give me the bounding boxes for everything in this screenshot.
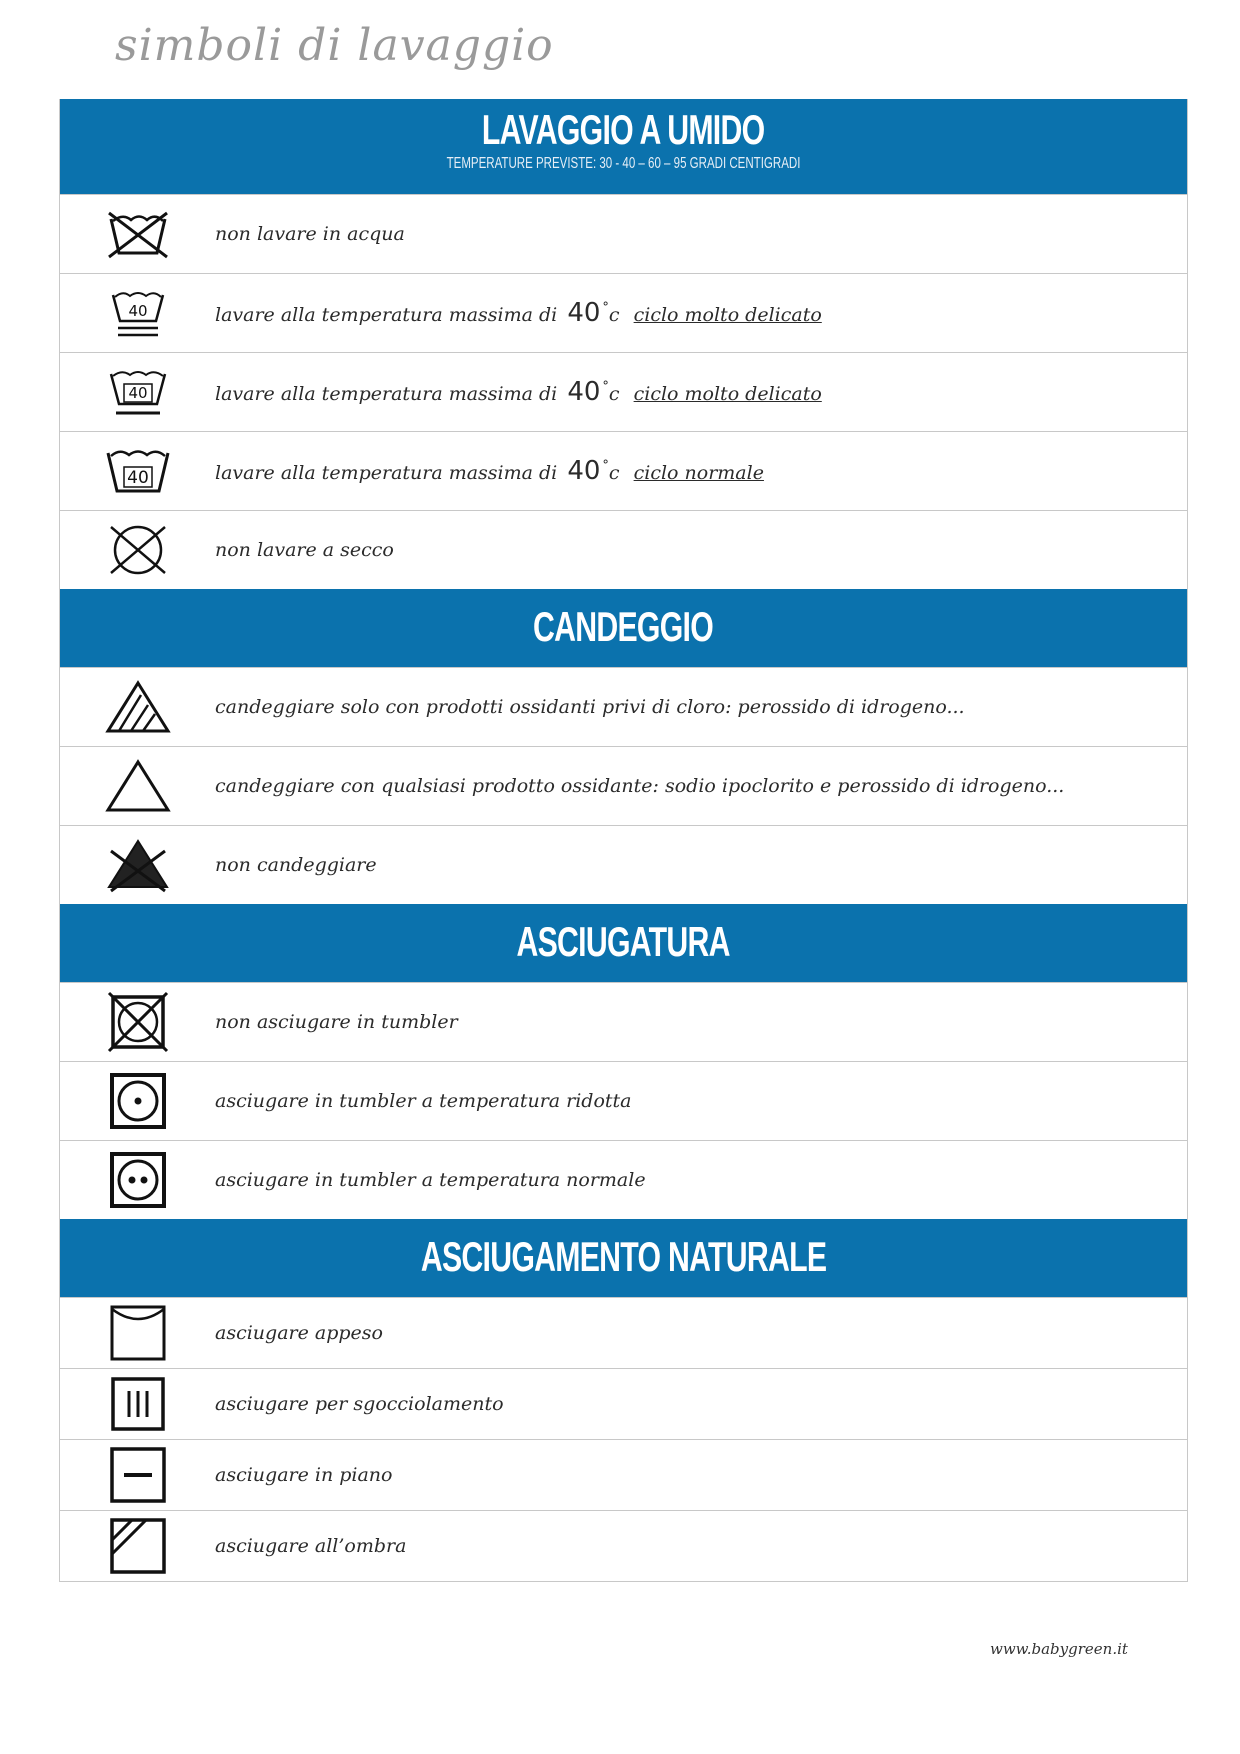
drip-dry-icon — [60, 1375, 215, 1433]
dry-flat-icon — [60, 1445, 215, 1505]
section-header-asciugatura — [60, 904, 1187, 982]
table-row — [60, 825, 1187, 904]
triangle-icon — [60, 758, 215, 814]
table-row: 40 lavare alla temperatura massima di 40 °c ciclo normale — [60, 431, 1187, 510]
triangle-striped-icon — [60, 679, 215, 735]
table-row — [60, 510, 1187, 589]
dry-shade-icon — [60, 1516, 215, 1576]
section-title: CANDEGGIO — [533, 603, 714, 650]
cycle-note: ciclo molto delicato — [633, 383, 822, 405]
circle-crossed-icon — [60, 523, 215, 577]
svg-text:40: 40 — [127, 384, 148, 402]
row-text: non asciugare in tumbler — [215, 1011, 458, 1033]
table-row — [60, 194, 1187, 273]
triangle-filled-crossed-icon — [60, 837, 215, 893]
temperature-unit: c — [608, 383, 620, 405]
row-text: lavare alla temperatura massima di — [215, 304, 558, 326]
cycle-note: ciclo molto delicato — [633, 304, 822, 326]
section-header-asciugamento-naturale — [60, 1219, 1187, 1297]
temperature-unit: c — [608, 462, 620, 484]
section-title: ASCIUGAMENTO NATURALE — [420, 1233, 827, 1280]
washtub-40-icon — [60, 445, 215, 497]
temperature-value: 40 — [567, 377, 601, 407]
row-text: non candeggiare — [215, 854, 377, 876]
tumble-two-dots-icon — [60, 1150, 215, 1210]
page-title: simboli di lavaggio — [115, 20, 554, 71]
cycle-note: ciclo normale — [633, 462, 764, 484]
row-text: lavare alla temperatura massima di — [215, 383, 558, 405]
table-row — [60, 667, 1187, 746]
line-dry-icon — [60, 1303, 215, 1363]
section-subtitle: TEMPERATURE PREVISTE: 30 - 40 – 60 – 95 GRADI CENTIGRADI — [446, 155, 801, 172]
tumble-one-dot-icon — [60, 1071, 215, 1131]
row-text: asciugare in tumbler a temperatura ridotta — [215, 1090, 632, 1112]
row-text: asciugare appeso — [215, 1322, 383, 1344]
table-row — [60, 1297, 1187, 1368]
row-text: asciugare per sgocciolamento — [215, 1393, 504, 1415]
tumble-crossed-icon — [60, 990, 215, 1054]
row-text: lavare alla temperatura massima di — [215, 462, 558, 484]
table-row: 40 lavare alla temperatura massima di 40 °c ciclo molto delicato — [60, 273, 1187, 352]
row-text: candeggiare con qualsiasi prodotto ossidante: sodio ipoclorito e perossido di idrogeno... — [215, 775, 1065, 797]
section-header-candeggio — [60, 589, 1187, 667]
row-text: asciugare in piano — [215, 1464, 393, 1486]
temperature-value: 40 — [567, 456, 601, 486]
row-text: candeggiare solo con prodotti ossidanti privi di cloro: perossido di idrogeno... — [215, 696, 965, 718]
washtub-crossed-icon — [60, 209, 215, 259]
washtub-40-two-bars-icon — [60, 285, 215, 341]
footer-url: www.babygreen.it — [990, 1640, 1128, 1658]
row-text: non lavare in acqua — [215, 223, 405, 245]
table-row — [60, 1061, 1187, 1140]
svg-text:40: 40 — [127, 302, 148, 320]
table-row — [60, 746, 1187, 825]
washtub-40-one-bar-icon — [60, 364, 215, 420]
row-text: asciugare all’ombra — [215, 1535, 407, 1557]
table-row — [60, 1439, 1187, 1510]
svg-text:40: 40 — [126, 468, 149, 488]
row-text: asciugare in tumbler a temperatura normale — [215, 1169, 646, 1191]
table-row — [60, 982, 1187, 1061]
symbols-table — [59, 99, 1188, 1582]
table-row — [60, 1140, 1187, 1219]
section-title: ASCIUGATURA — [516, 918, 731, 965]
temperature-unit: c — [608, 304, 620, 326]
row-text: non lavare a secco — [215, 539, 394, 561]
table-row — [60, 1368, 1187, 1439]
section-header-lavaggio — [60, 99, 1187, 194]
section-title: LAVAGGIO A UMIDO — [482, 106, 765, 153]
table-row: 40 lavare alla temperatura massima di 40 °c ciclo molto delicato — [60, 352, 1187, 431]
table-row — [60, 1510, 1187, 1581]
temperature-value: 40 — [567, 298, 601, 328]
